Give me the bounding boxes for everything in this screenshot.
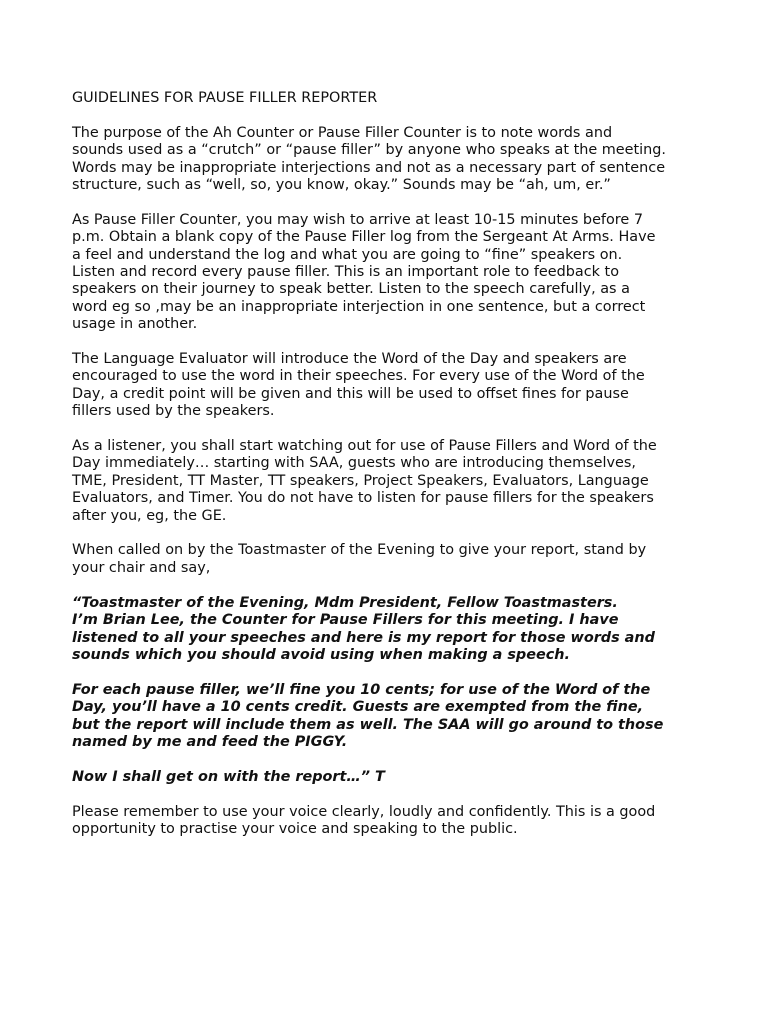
text-line: Please remember to use your voice clearly, loudly and confidently. This is a good: [72, 803, 656, 820]
text-line: named by me and feed the PIGGY.: [72, 733, 348, 750]
text-line: fillers used by the speakers.: [72, 403, 275, 420]
body-paragraph: [72, 125, 702, 195]
text-line: after you, eg, the GE.: [72, 507, 227, 524]
text-line: Listen and record every pause filler. This is an important role to feedback to: [72, 264, 619, 281]
text-line: sounds used as a “crutch” or “pause filler” by anyone who speaks at the meeting.: [72, 142, 666, 159]
body-paragraph: [72, 542, 702, 577]
text-line: your chair and say,: [72, 559, 211, 576]
text-line: I’m Brian Lee, the Counter for Pause Fillers for this meeting. I have: [72, 612, 619, 629]
speech-paragraph: [72, 682, 702, 752]
text-line: Day immediately… starting with SAA, guests who are introducing themselves,: [72, 455, 636, 472]
text-line: When called on by the Toastmaster of the Evening to give your report, stand by: [72, 542, 647, 559]
text-line: usage in another.: [72, 316, 198, 333]
text-line: listened to all your speeches and here is my report for those words and: [72, 629, 655, 646]
document-page: [72, 90, 702, 856]
body-paragraph: [72, 212, 702, 334]
text-line: opportunity to practise your voice and speaking to the public.: [72, 820, 518, 837]
text-line: TME, President, TT Master, TT speakers, Project Speakers, Evaluators, Language: [72, 472, 649, 489]
body-paragraph: [72, 438, 702, 525]
text-line: The Language Evaluator will introduce the Word of the Day and speakers are: [72, 351, 627, 368]
text-line: Day, you’ll have a 10 cents credit. Guests are exempted from the fine,: [72, 699, 644, 716]
text-line: Words may be inappropriate interjections and not as a necessary part of sentence: [72, 159, 666, 176]
text-line: Evaluators, and Timer. You do not have to listen for pause fillers for the speakers: [72, 490, 654, 507]
speech-paragraph: [72, 769, 702, 786]
text-line: Now I shall get on with the report…” T: [72, 768, 385, 785]
text-line: speakers on their journey to speak better. Listen to the speech carefully, as a: [72, 281, 630, 298]
body-paragraph: [72, 804, 702, 839]
text-line: As a listener, you shall start watching out for use of Pause Fillers and Word of the: [72, 438, 657, 455]
document-title: GUIDELINES FOR PAUSE FILLER REPORTER: [72, 90, 378, 106]
body-paragraph: [72, 351, 702, 421]
text-line: The purpose of the Ah Counter or Pause Filler Counter is to note words and: [72, 124, 613, 141]
text-line: Day, a credit point will be given and this will be used to offset fines for pause: [72, 385, 629, 402]
speech-paragraph: [72, 595, 702, 665]
text-line: For each pause filler, we’ll fine you 10 cents; for use of the Word of the: [72, 681, 651, 698]
text-line: word eg so ,may be an inappropriate interjection in one sentence, but a correct: [72, 298, 646, 315]
text-line: a feel and understand the log and what you are going to “fine” speakers on.: [72, 246, 623, 263]
text-line: “Toastmaster of the Evening, Mdm President, Fellow Toastmasters.: [72, 594, 618, 611]
document-body: [72, 125, 702, 839]
text-line: As Pause Filler Counter, you may wish to arrive at least 10-15 minutes before 7: [72, 211, 643, 228]
text-line: p.m. Obtain a blank copy of the Pause Filler log from the Sergeant At Arms. Have: [72, 229, 656, 246]
text-line: encouraged to use the word in their speeches. For every use of the Word of the: [72, 368, 645, 385]
text-line: but the report will include them as well. The SAA will go around to those: [72, 716, 664, 733]
text-line: structure, such as “well, so, you know, okay.” Sounds may be “ah, um, er.”: [72, 177, 611, 194]
text-line: sounds which you should avoid using when making a speech.: [72, 646, 570, 663]
